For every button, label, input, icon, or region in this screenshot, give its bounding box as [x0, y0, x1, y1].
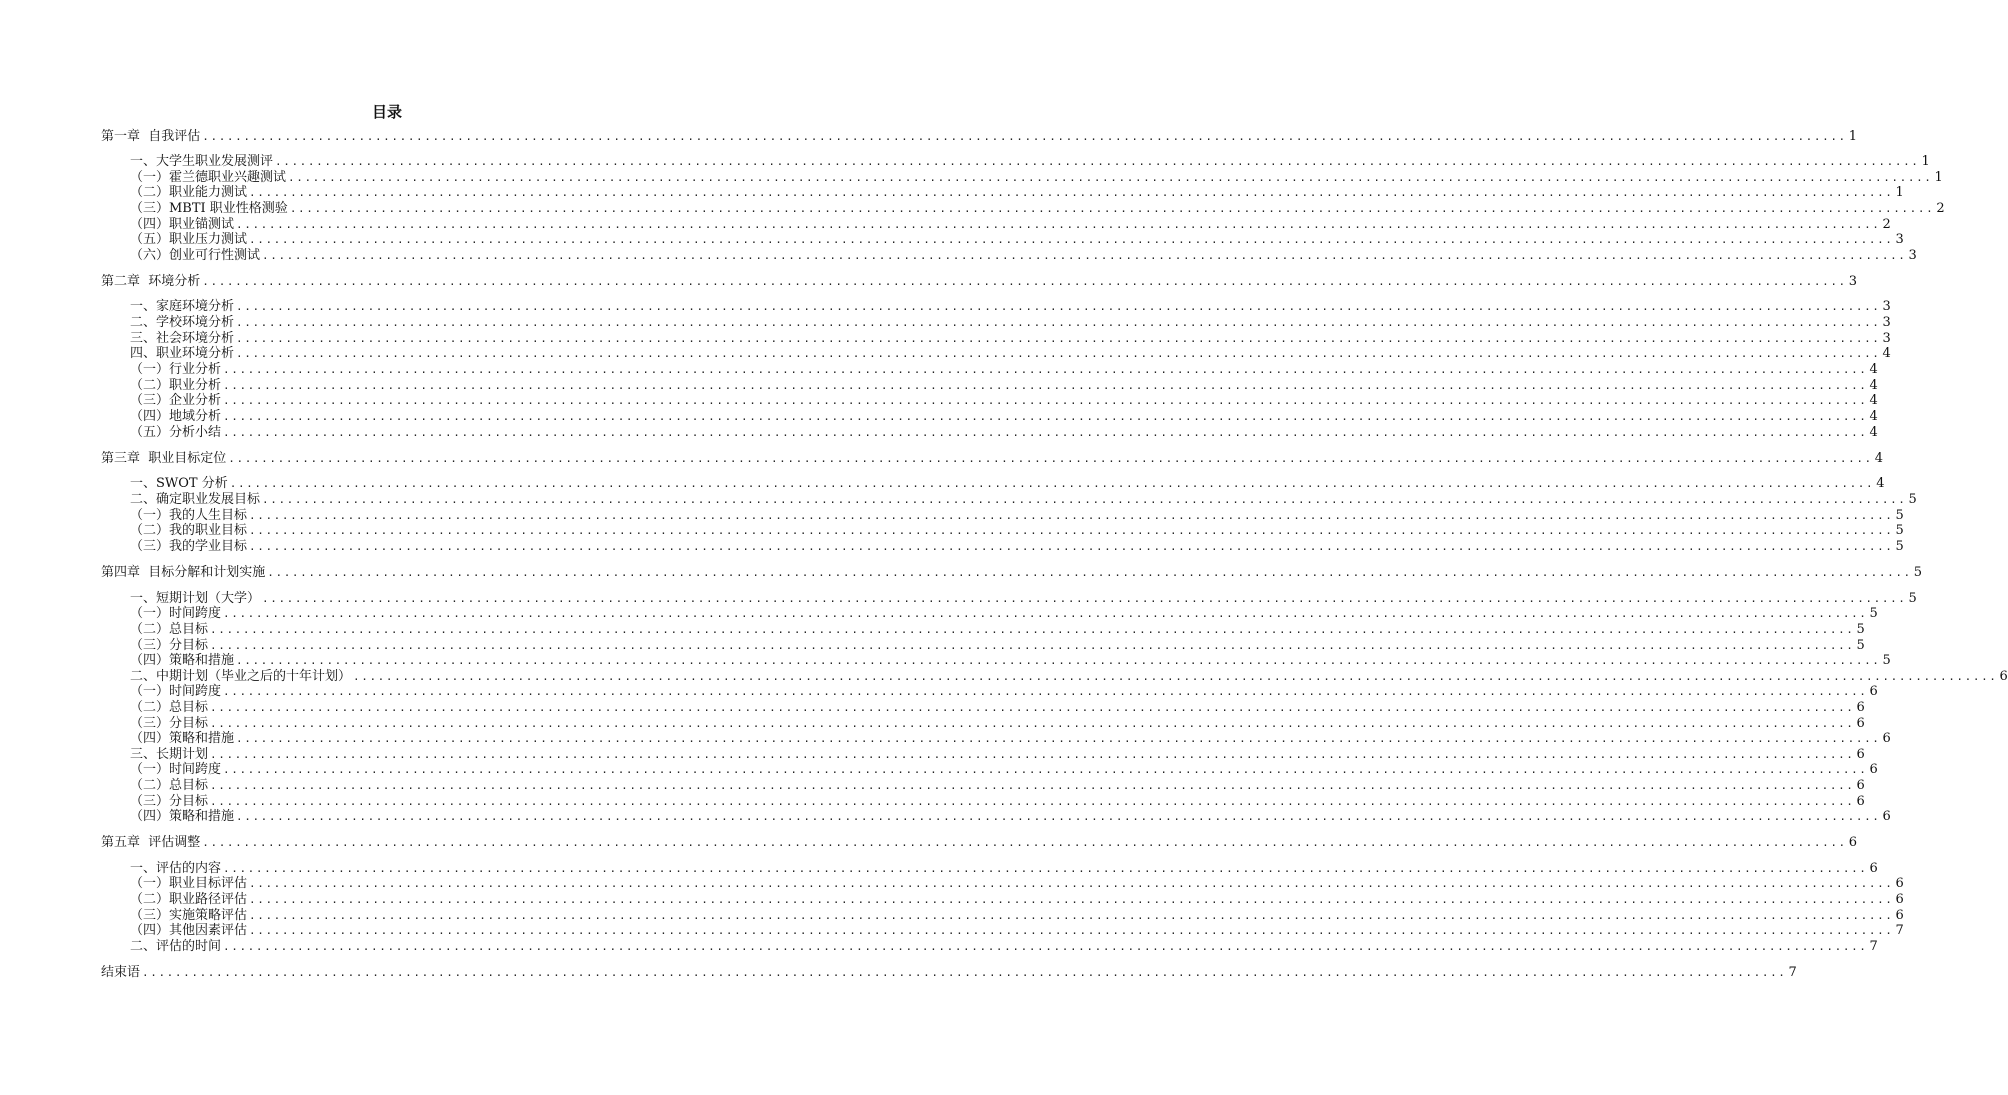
toc-entry-page-number: 4 — [1869, 378, 1878, 393]
toc-leader-dots: ........................................................................................................................................................................................................ — [236, 300, 1881, 313]
toc-entry-label: 一、SWOT 分析 — [130, 476, 228, 491]
toc-entry-page-number: 4 — [1882, 346, 1891, 361]
toc-leader-dots: ........................................................................................................................................................................................................ — [262, 592, 1907, 605]
toc-entry[interactable] — [101, 835, 1858, 851]
toc-leader-dots: ........................................................................................................................................................................................................ — [223, 940, 1868, 953]
toc-entry[interactable] — [101, 565, 1923, 581]
toc-leader-dots: ........................................................................................................................................................................................................ — [223, 862, 1868, 875]
toc-entry-label: 四、职业环境分析 — [130, 346, 235, 361]
toc-entry-page-number: 4 — [1874, 451, 1884, 466]
toc-entry-page-number: 4 — [1869, 409, 1878, 424]
toc-entry[interactable] — [130, 809, 1891, 825]
toc-entry-label: （二）总目标 — [130, 700, 209, 715]
toc-entry-page-number: 6 — [1856, 794, 1865, 809]
toc-leader-dots: ........................................................................................................................................................................................................ — [249, 909, 1894, 922]
toc-entry-label: 二、评估的时间 — [130, 939, 222, 954]
toc-entry-page-number: 5 — [1908, 591, 1917, 606]
toc-entry-label: （三）我的学业目标 — [130, 539, 248, 554]
toc-entry[interactable] — [130, 393, 1878, 409]
toc-entry-page-number: 6 — [1856, 778, 1865, 793]
toc-leader-dots: ........................................................................................................................................................................................................ — [229, 477, 1875, 490]
toc-entry-page-number: 6 — [1869, 762, 1878, 777]
toc-entry[interactable] — [130, 892, 1904, 908]
toc-entry-page-number: 7 — [1895, 923, 1904, 938]
toc-entry-page-number: 6 — [1856, 716, 1865, 731]
toc-leader-dots: ........................................................................................................................................................................................................ — [249, 509, 1894, 522]
toc-entry-label: 三、长期计划 — [130, 747, 209, 762]
toc-entry-label: （二）总目标 — [130, 778, 209, 793]
toc-leader-dots: ........................................................................................................................................................................................................ — [210, 701, 1855, 714]
toc-entry[interactable] — [101, 274, 1858, 290]
toc-leader-dots: ........................................................................................................................................................................................................ — [353, 670, 1998, 683]
toc-entry[interactable] — [130, 248, 1917, 264]
toc-entry[interactable] — [130, 794, 1865, 810]
toc-entry-page-number: 5 — [1895, 539, 1904, 554]
toc-entry[interactable] — [130, 778, 1865, 794]
toc-leader-dots: ........................................................................................................................................................................................................ — [262, 249, 1907, 262]
toc-leader-dots: ........................................................................................................................................................................................................ — [223, 363, 1868, 376]
toc-entry[interactable] — [130, 669, 2008, 685]
toc-entry-page-number: 1 — [1921, 154, 1930, 169]
toc-entry[interactable] — [130, 622, 1865, 638]
toc-entry-label: （二）职业分析 — [130, 378, 222, 393]
toc-leader-dots: ........................................................................................................................................................................................................ — [249, 524, 1894, 537]
toc-entry-page-number: 4 — [1876, 476, 1885, 491]
toc-entry[interactable] — [130, 299, 1891, 315]
toc-leader-dots: ........................................................................................................................................................................................................ — [249, 540, 1894, 553]
toc-entry[interactable] — [130, 346, 1891, 362]
toc-entry-label: （一）霍兰德职业兴趣测试 — [130, 170, 287, 185]
toc-entry[interactable] — [130, 939, 1878, 955]
toc-entry[interactable] — [130, 154, 1930, 170]
toc-entry-label: （四）策略和措施 — [130, 809, 235, 824]
toc-leader-dots: ........................................................................................................................................................................................................ — [267, 566, 1912, 579]
toc-entry-page-number: 3 — [1895, 232, 1904, 247]
toc-entry-label: （三）分目标 — [130, 638, 209, 653]
toc-entry-label: （三）MBTI 职业性格测验 — [130, 201, 288, 216]
toc-leader-dots: ........................................................................................................................................................................................................ — [210, 623, 1855, 636]
toc-leader-dots: ........................................................................................................................................................................................................ — [202, 130, 1847, 143]
toc-leader-dots: ........................................................................................................................................................................................................ — [249, 233, 1894, 246]
toc-entry-label: 一、大学生职业发展测评 — [130, 154, 274, 169]
toc-entry-page-number: 5 — [1895, 508, 1904, 523]
toc-entry-label: （四）职业锚测试 — [130, 217, 235, 232]
toc-entry[interactable] — [130, 409, 1878, 425]
toc-entry-page-number: 6 — [1895, 908, 1904, 923]
toc-leader-dots: ........................................................................................................................................................................................................ — [236, 732, 1881, 745]
toc-entry[interactable] — [130, 362, 1878, 378]
toc-entry[interactable] — [130, 476, 1885, 492]
toc-entry[interactable] — [130, 331, 1891, 347]
toc-entry-label: 一、评估的内容 — [130, 861, 222, 876]
toc-leader-dots: ........................................................................................................................................................................................................ — [236, 218, 1881, 231]
toc-entry[interactable] — [130, 876, 1904, 892]
toc-leader-dots: ........................................................................................................................................................................................................ — [275, 155, 1920, 168]
toc-entry-page-number: 6 — [1999, 669, 2008, 684]
toc-entry-page-number: 2 — [1882, 217, 1891, 232]
toc-entry[interactable] — [101, 451, 1884, 467]
toc-entry-page-number: 5 — [1913, 565, 1923, 580]
toc-leader-dots: ........................................................................................................................................................................................................ — [236, 810, 1881, 823]
toc-entry-label: （一）职业目标评估 — [130, 876, 248, 891]
toc-entry[interactable] — [130, 185, 1904, 201]
toc-entry-label: 第四章 目标分解和计划实施 — [101, 565, 266, 580]
toc-entry-page-number: 7 — [1869, 939, 1878, 954]
toc-entry-label: 一、家庭环境分析 — [130, 299, 235, 314]
toc-entry-page-number: 5 — [1882, 653, 1891, 668]
toc-leader-dots: ........................................................................................................................................................................................................ — [210, 717, 1855, 730]
toc-entry-label: 二、学校环境分析 — [130, 315, 235, 330]
toc-entry-label: （四）地域分析 — [130, 409, 222, 424]
toc-entry-label: （四）策略和措施 — [130, 731, 235, 746]
toc-entry-page-number: 6 — [1895, 892, 1904, 907]
toc-entry[interactable] — [130, 492, 1917, 508]
toc-entry-page-number: 5 — [1895, 523, 1904, 538]
toc-entry-label: （二）职业路径评估 — [130, 892, 248, 907]
toc-entry-label: （六）创业可行性测试 — [130, 248, 261, 263]
toc-entry-label: （三）实施策略评估 — [130, 908, 248, 923]
toc-entry-label: （一）我的人生目标 — [130, 508, 248, 523]
toc-entry-page-number: 5 — [1908, 492, 1917, 507]
toc-entry-label: （三）分目标 — [130, 716, 209, 731]
toc-entry-page-number: 1 — [1895, 185, 1904, 200]
toc-entry[interactable] — [130, 731, 1891, 747]
toc-entry[interactable] — [130, 762, 1878, 778]
toc-entry-label: （一）行业分析 — [130, 362, 222, 377]
toc-entry-page-number: 6 — [1869, 861, 1878, 876]
toc-leader-dots: ........................................................................................................................................................................................................ — [210, 795, 1855, 808]
toc-entry[interactable] — [130, 232, 1904, 248]
toc-entry-label: （二）总目标 — [130, 622, 209, 637]
toc-leader-dots: ........................................................................................................................................................................................................ — [249, 924, 1894, 937]
toc-leader-dots: ........................................................................................................................................................................................................ — [236, 316, 1881, 329]
toc-entry[interactable] — [101, 129, 1858, 145]
toc-leader-dots: ........................................................................................................................................................................................................ — [289, 202, 1935, 215]
toc-leader-dots: ........................................................................................................................................................................................................ — [223, 410, 1868, 423]
toc-entry-label: 一、短期计划（大学） — [130, 591, 261, 606]
toc-entry[interactable] — [130, 201, 1945, 217]
toc-entry-label: 三、社会环境分析 — [130, 331, 235, 346]
toc-entry-label: （一）时间跨度 — [130, 684, 222, 699]
toc-entry-label: （五）分析小结 — [130, 425, 222, 440]
toc-leader-dots: ........................................................................................................................................................................................................ — [223, 685, 1868, 698]
toc-entry-page-number: 5 — [1869, 606, 1878, 621]
toc-entry[interactable] — [130, 425, 1878, 441]
toc-leader-dots: ........................................................................................................................................................................................................ — [142, 966, 1787, 979]
toc-leader-dots: ........................................................................................................................................................................................................ — [202, 275, 1847, 288]
toc-entry[interactable] — [130, 378, 1878, 394]
toc-leader-dots: ........................................................................................................................................................................................................ — [262, 493, 1907, 506]
toc-entry-page-number: 6 — [1869, 684, 1878, 699]
toc-leader-dots: ........................................................................................................................................................................................................ — [210, 639, 1855, 652]
toc-entry-label: （二）我的职业目标 — [130, 523, 248, 538]
toc-entry-page-number: 6 — [1848, 835, 1858, 850]
toc-entry-label: （四）策略和措施 — [130, 653, 235, 668]
toc-entry[interactable] — [130, 638, 1865, 654]
toc-leader-dots: ........................................................................................................................................................................................................ — [223, 394, 1868, 407]
toc-entry-label: 第五章 评估调整 — [101, 835, 201, 850]
toc-entry[interactable] — [130, 653, 1891, 669]
toc-entry[interactable] — [130, 315, 1891, 331]
toc-leader-dots: ........................................................................................................................................................................................................ — [223, 379, 1868, 392]
toc-entry-label: 二、确定职业发展目标 — [130, 492, 261, 507]
toc-entry-page-number: 3 — [1908, 248, 1917, 263]
toc-entry-page-number: 5 — [1856, 622, 1865, 637]
toc-entry-label: （四）其他因素评估 — [130, 923, 248, 938]
toc-leader-dots: ........................................................................................................................................................................................................ — [202, 836, 1847, 849]
toc-leader-dots: ........................................................................................................................................................................................................ — [210, 748, 1855, 761]
toc-leader-dots: ........................................................................................................................................................................................................ — [249, 186, 1894, 199]
toc-entry-page-number: 3 — [1882, 299, 1891, 314]
toc-entry[interactable] — [130, 606, 1878, 622]
toc-entry-label: 第三章 职业目标定位 — [101, 451, 227, 466]
toc-entry-label: （二）职业能力测试 — [130, 185, 248, 200]
toc-entry-page-number: 7 — [1788, 965, 1797, 980]
toc-entry-page-number: 1 — [1934, 170, 1943, 185]
toc-entry[interactable] — [130, 923, 1904, 939]
toc-entry[interactable] — [130, 716, 1865, 732]
toc-leader-dots: ........................................................................................................................................................................................................ — [210, 779, 1855, 792]
toc-leader-dots: ........................................................................................................................................................................................................ — [223, 763, 1868, 776]
toc-entry-label: 第一章 自我评估 — [101, 129, 201, 144]
toc-entry[interactable] — [130, 523, 1904, 539]
toc-entry-label: （一）时间跨度 — [130, 606, 222, 621]
toc-entry-label: 第二章 环境分析 — [101, 274, 201, 289]
toc-entry-page-number: 6 — [1856, 700, 1865, 715]
toc-entry-page-number: 5 — [1856, 638, 1865, 653]
toc-entry-page-number: 4 — [1869, 393, 1878, 408]
toc-entry-label: （五）职业压力测试 — [130, 232, 248, 247]
toc-entry[interactable] — [130, 591, 1917, 607]
toc-entry-page-number: 4 — [1869, 425, 1878, 440]
toc-leader-dots: ........................................................................................................................................................................................................ — [236, 654, 1881, 667]
toc-entry-page-number: 3 — [1848, 274, 1858, 289]
toc-leader-dots: ........................................................................................................................................................................................................ — [236, 332, 1881, 345]
toc-entry-label: （三）企业分析 — [130, 393, 222, 408]
toc-entry-label: （一）时间跨度 — [130, 762, 222, 777]
toc-entry-page-number: 3 — [1882, 331, 1891, 346]
toc-title: 目录 — [371, 103, 402, 121]
toc-leader-dots: ........................................................................................................................................................................................................ — [288, 171, 1933, 184]
toc-leader-dots: ........................................................................................................................................................................................................ — [249, 893, 1894, 906]
toc-entry-page-number: 2 — [1936, 201, 1945, 216]
toc-entry[interactable] — [130, 684, 1878, 700]
toc-entry-page-number: 1 — [1848, 129, 1858, 144]
toc-leader-dots: ........................................................................................................................................................................................................ — [249, 877, 1894, 890]
toc-leader-dots: ........................................................................................................................................................................................................ — [236, 347, 1881, 360]
toc-leader-dots: ........................................................................................................................................................................................................ — [223, 607, 1868, 620]
toc-entry-page-number: 6 — [1882, 809, 1891, 824]
toc-entry[interactable] — [130, 508, 1904, 524]
toc-entry-page-number: 4 — [1869, 362, 1878, 377]
toc-entry[interactable] — [130, 539, 1904, 555]
toc-entry-page-number: 6 — [1895, 876, 1904, 891]
toc-entry[interactable] — [130, 747, 1865, 763]
toc-entry[interactable] — [130, 170, 1943, 186]
toc-entry[interactable] — [130, 908, 1904, 924]
toc-entry[interactable] — [130, 861, 1878, 877]
toc-entry-page-number: 6 — [1882, 731, 1891, 746]
toc-entry[interactable] — [101, 965, 1797, 981]
toc-entry-page-number: 3 — [1882, 315, 1891, 330]
toc-entry-label: 结束语 — [101, 965, 141, 980]
toc-leader-dots: ........................................................................................................................................................................................................ — [228, 452, 1873, 465]
toc-entry-label: 二、中期计划（毕业之后的十年计划） — [130, 669, 352, 684]
toc-leader-dots: ........................................................................................................................................................................................................ — [223, 426, 1868, 439]
toc-entry[interactable] — [130, 217, 1891, 233]
toc-entry-page-number: 6 — [1856, 747, 1865, 762]
toc-entry[interactable] — [130, 700, 1865, 716]
toc-entry-label: （三）分目标 — [130, 794, 209, 809]
